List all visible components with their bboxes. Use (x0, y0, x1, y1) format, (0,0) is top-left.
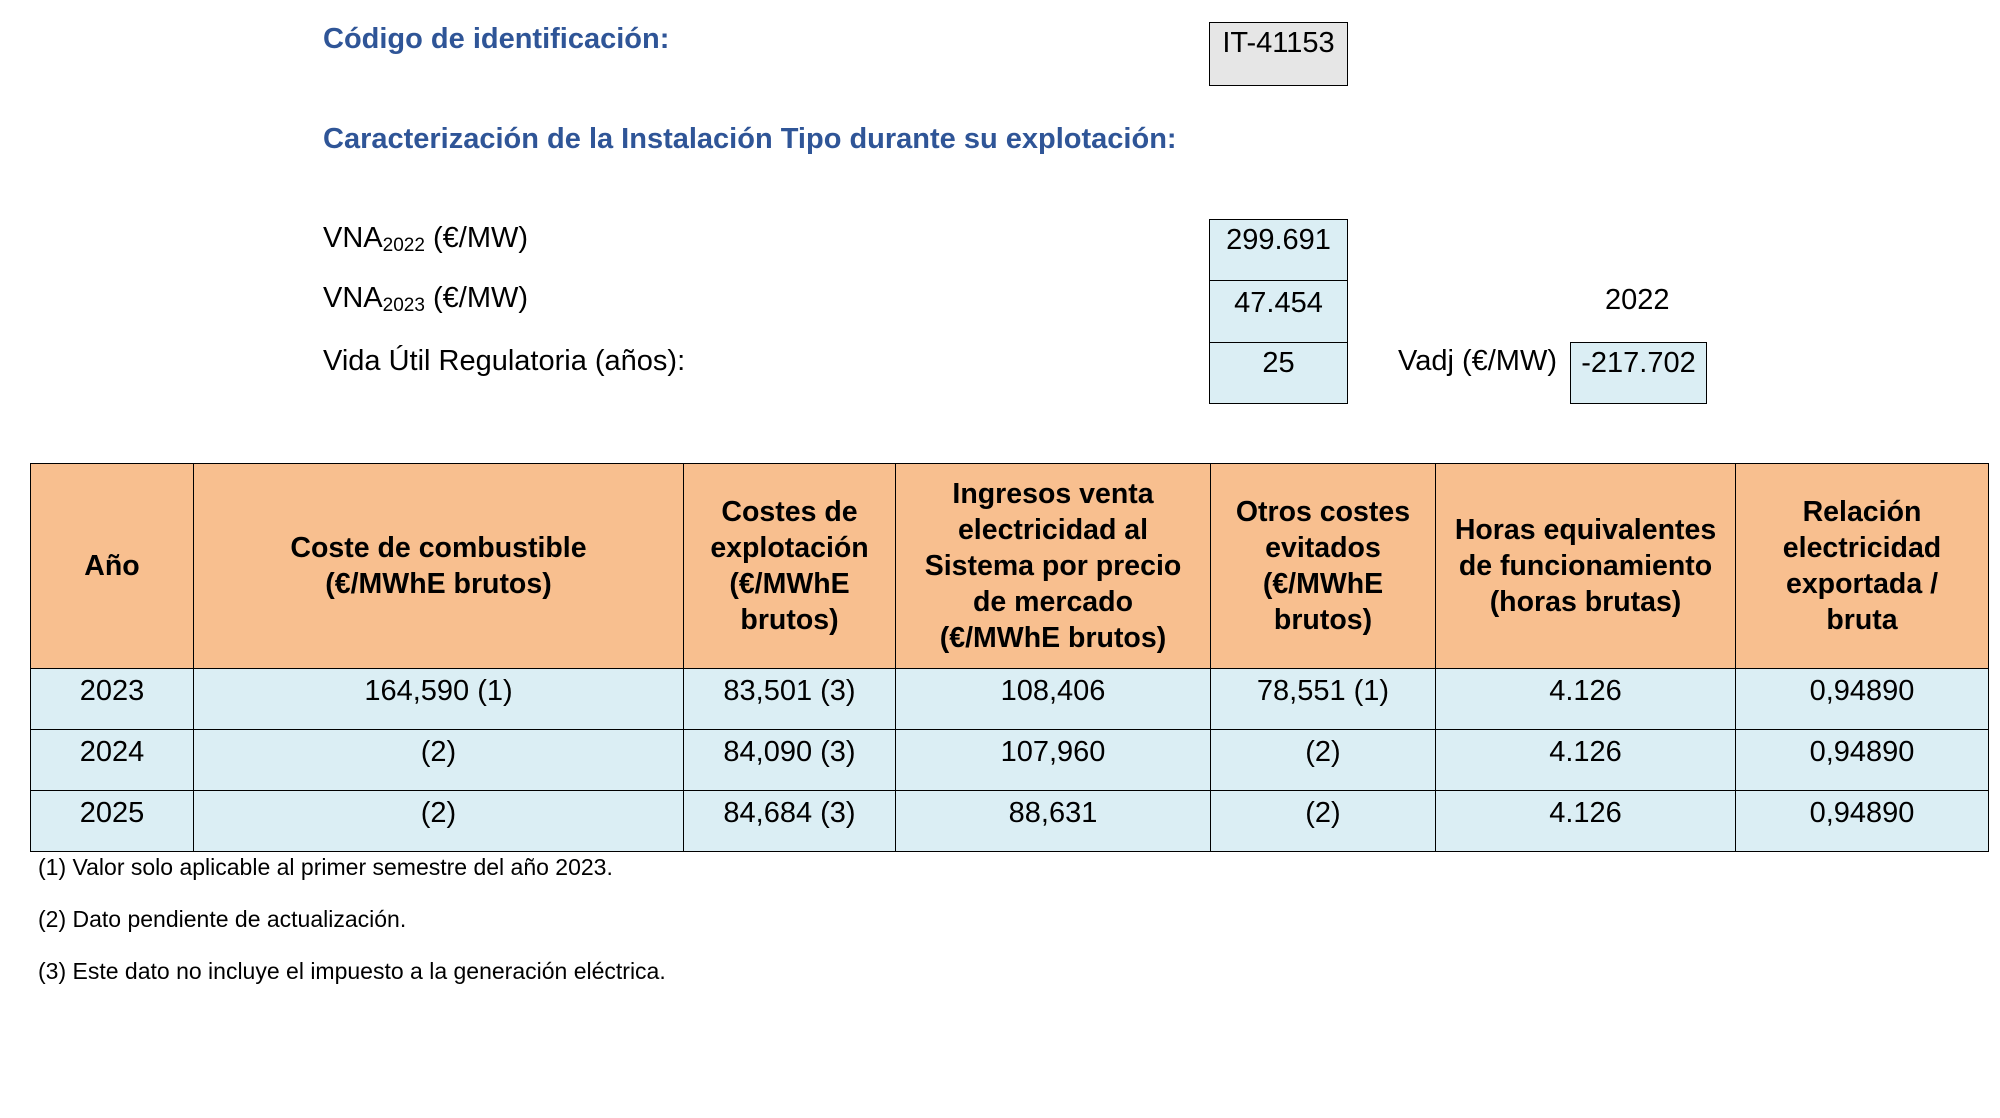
vna2022-label: $VNA_{2022}$ (€/MW) (323, 222, 529, 256)
cell-ingresos-venta: 88,631 (896, 791, 1211, 852)
table-row (31, 669, 1989, 730)
table-row (31, 791, 1989, 852)
table-header-row (31, 464, 1989, 669)
header-costes-explotacion: Costes de explotación (€/MWhE brutos) (684, 464, 896, 669)
header-otros-costes: Otros costes evitados (€/MWhE brutos) (1211, 464, 1436, 669)
cell-relacion-electricidad: 0,94890 (1736, 730, 1989, 791)
code-label: Código de identificación: (323, 23, 670, 55)
vna2022-value: 299.691 (1209, 219, 1348, 281)
header-horas-equivalentes: Horas equivalentes de funcionamiento (horas brutas) (1436, 464, 1736, 669)
cell-horas-equivalentes: 4.126 (1436, 730, 1736, 791)
vadj-label: Vadj (€/MW) (1398, 345, 1557, 377)
footnote-2: (2) Dato pendiente de actualización. (38, 906, 407, 932)
vna2023-label: $VNA_{2023}$ (€/MW) (323, 282, 529, 316)
cell-relacion-electricidad: 0,94890 (1736, 669, 1989, 730)
cell-ingresos-venta: 107,960 (896, 730, 1211, 791)
vna2023-value: 47.454 (1209, 280, 1348, 343)
vadj-year: 2022 (1605, 284, 1670, 316)
cell-costes-explotacion: 84,684 (3) (684, 791, 896, 852)
vadj-value: -217.702 (1570, 342, 1707, 404)
cell-horas-equivalentes: 4.126 (1436, 791, 1736, 852)
cost-table (30, 463, 1989, 852)
cell-coste-combustible: (2) (194, 791, 684, 852)
vida-util-label: Vida Útil Regulatoria (años): (323, 345, 686, 377)
cell-otros-costes: (2) (1211, 791, 1436, 852)
footnote-1: (1) Valor solo aplicable al primer semestre del año 2023. (38, 854, 613, 880)
cell-costes-explotacion: 83,501 (3) (684, 669, 896, 730)
cell-coste-combustible: 164,590 (1) (194, 669, 684, 730)
header-relacion-electricidad: Relación electricidad exportada / bruta (1736, 464, 1989, 669)
header-coste-combustible: Coste de combustible (€/MWhE brutos) (194, 464, 684, 669)
cell-relacion-electricidad: 0,94890 (1736, 791, 1989, 852)
cell-otros-costes: 78,551 (1) (1211, 669, 1436, 730)
footnote-3: (3) Este dato no incluye el impuesto a la generación eléctrica. (38, 958, 666, 984)
code-value: IT-41153 (1209, 22, 1348, 86)
cell-costes-explotacion: 84,090 (3) (684, 730, 896, 791)
table-row (31, 730, 1989, 791)
cell-ingresos-venta: 108,406 (896, 669, 1211, 730)
cell-ano: 2023 (31, 669, 194, 730)
vida-util-value: 25 (1209, 342, 1348, 404)
header-ano: Año (31, 464, 194, 669)
header-ingresos-venta: Ingresos venta electricidad al Sistema por precio de mercado (€/MWhE brutos) (896, 464, 1211, 669)
section-title: Caracterización de la Instalación Tipo durante su explotación: (323, 123, 1177, 155)
cell-ano: 2025 (31, 791, 194, 852)
cell-coste-combustible: (2) (194, 730, 684, 791)
cell-ano: 2024 (31, 730, 194, 791)
cell-horas-equivalentes: 4.126 (1436, 669, 1736, 730)
cell-otros-costes: (2) (1211, 730, 1436, 791)
